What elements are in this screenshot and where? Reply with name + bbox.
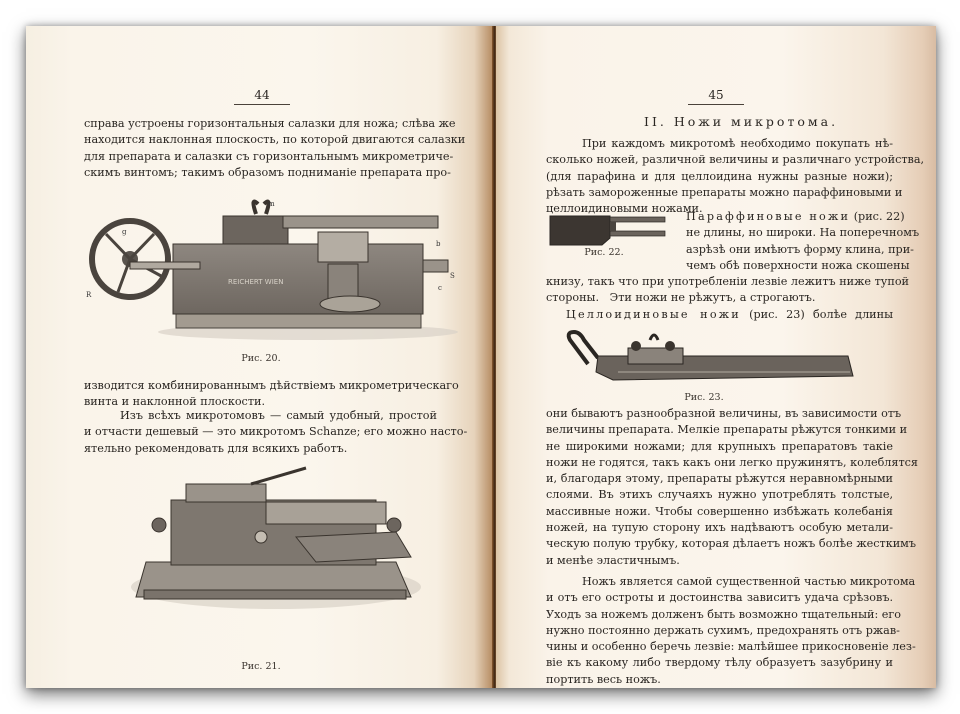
text-fragment: (рис. 23) болѣе длины <box>740 308 893 321</box>
figure-20-engraving: REICHERT WIEN <box>228 278 284 286</box>
text-line: ножей, на тупую сторону ихъ надѣваютъ особую метали- <box>546 521 893 535</box>
figure-20-microtome-illustration <box>78 182 458 342</box>
text-line: не длины, но широки. На поперечномъ <box>686 226 920 240</box>
page-number-rule <box>688 104 744 105</box>
text-line: нужно постоянно держать сухимъ, предохранять отъ ржав- <box>546 623 900 637</box>
text-line: справа устроены горизонтальныя салазки для ножа; слѣва же <box>84 117 456 130</box>
left-page <box>26 26 493 688</box>
figure-20-caption: Рис. 20. <box>241 353 281 364</box>
text-line: азрѣзѣ они имѣютъ форму клина, при- <box>686 242 914 256</box>
text-line: Изъ всѣхъ микротомовъ — самый удобный, простой <box>120 409 437 422</box>
term-celloidin-knives: Целлоидиновые ножи <box>566 308 741 321</box>
text-line: віе къ какому либо твердому тѣлу образуетъ зазубрину и <box>546 656 893 670</box>
right-paragraph-3 <box>546 307 893 323</box>
text-line: ножи не годятся, такъ какъ они легко пружинятъ, колеблятся <box>546 455 918 469</box>
text-line: и менѣе эластичнымъ. <box>546 553 680 567</box>
text-line: (для парафина и для целлоидина нужны разные ножи); <box>546 169 893 183</box>
figure-21-microtome-illustration <box>126 462 426 612</box>
page-number-right <box>686 88 746 105</box>
right-page <box>496 26 936 688</box>
term-paraffin-knives: Параффиновые ножи <box>686 210 851 223</box>
text-line: винта и наклонной плоскости. <box>84 395 266 409</box>
page-number-text: 44 <box>254 88 270 102</box>
right-paragraph-2-full <box>546 274 910 307</box>
text-line: сколько ножей, различной величины и различнаго устройства, <box>546 153 925 167</box>
right-paragraph-5 <box>546 574 916 688</box>
figure-20-label: c <box>438 284 442 292</box>
text-line <box>546 307 893 323</box>
page-number-left <box>232 88 292 105</box>
text-line: скимъ винтомъ; такимъ образомъ подниманіе препарата про- <box>84 165 451 179</box>
text-line: слоями. Въ этихъ случаяхъ нужно употреблять толстые, <box>546 488 893 502</box>
text-line: ческую полую трубку, которая дѣлаетъ ножъ болѣе жесткимъ <box>546 537 916 551</box>
page-number-rule <box>234 104 290 105</box>
text-line: они бываютъ разнообразной величины, въ зависимости отъ <box>546 407 902 420</box>
figure-20-label: R <box>86 291 92 299</box>
left-paragraph-2 <box>84 378 459 411</box>
figure-22-paraffin-knife-illustration <box>548 214 668 246</box>
figure-21-caption: Рис. 21. <box>241 661 281 672</box>
text-line: для препарата и салазки съ горизонтальнымъ микрометриче- <box>84 149 454 163</box>
text-line <box>686 209 905 225</box>
text-line: книзу, такъ что при употребленіи лезвіе лежитъ ниже тупой <box>546 275 910 288</box>
text-line: Ножъ является самой существенной частью микротома <box>582 575 916 588</box>
right-paragraph-2-wrapped <box>686 209 920 274</box>
figure-22-caption: Рис. 22. <box>584 247 624 258</box>
text-line: изводится комбинированнымъ дѣйствіемъ микрометрическаго <box>84 379 459 392</box>
text-line: и, благодаря этому, препараты рѣжутся неравномѣрными <box>546 472 893 486</box>
figure-20-label: b <box>436 240 441 248</box>
text-line: не широкими ножами; для крупныхъ препаратовъ такіе <box>546 439 893 453</box>
text-line: Уходъ за ножемъ долженъ быть возможно тщательный: его <box>546 607 901 621</box>
right-paragraph-4 <box>546 406 918 569</box>
text-line: массивные ножи. Чтобы совершенно избѣжать колебанія <box>546 504 893 518</box>
text-line: целлоидиновыми ножами. <box>546 202 703 216</box>
left-paragraph-3 <box>84 408 468 457</box>
text-line: При каждомъ микротомѣ необходимо покупать нѣ- <box>582 137 893 150</box>
text-line: величины препарата. Мелкіе препараты рѣжутся тонкими и <box>546 423 908 437</box>
figure-20-label: g <box>122 228 127 236</box>
text-line: и отъ его остроты и достоинства зависитъ удача срѣзовъ. <box>546 591 893 605</box>
text-line: и отчасти дешевый — это микротомъ Schanze; его можно насто- <box>84 425 468 439</box>
figure-20-label: S <box>450 272 455 280</box>
figure-23-celloidin-knife-illustration <box>558 326 858 386</box>
text-line: чемъ обѣ поверхности ножа скошены <box>686 258 910 272</box>
text-line: рѣзать замороженные препараты можно параффиновыми и <box>546 185 903 199</box>
section-heading: II. Ножи микротома. <box>644 114 839 129</box>
text-line: чины и особенно беречь лезвіе: малѣйшее прикосновеніе лез- <box>546 640 916 654</box>
text-line: ятельно рекомендовать для всякихъ работъ. <box>84 441 348 455</box>
text-line: стороны. Эти ножи не рѣжутъ, а строгаютъ. <box>546 291 816 305</box>
open-book <box>26 26 936 688</box>
figure-20-label: m <box>268 200 275 208</box>
figure-23-caption: Рис. 23. <box>684 392 724 403</box>
page-number-text: 45 <box>708 88 724 102</box>
text-line: находится наклонная плоскость, по которой двигаются салазки <box>84 133 466 147</box>
left-paragraph-1 <box>84 116 466 181</box>
text-fragment: (рис. 22) <box>850 210 905 223</box>
text-line: портить весь ножъ. <box>546 672 661 686</box>
